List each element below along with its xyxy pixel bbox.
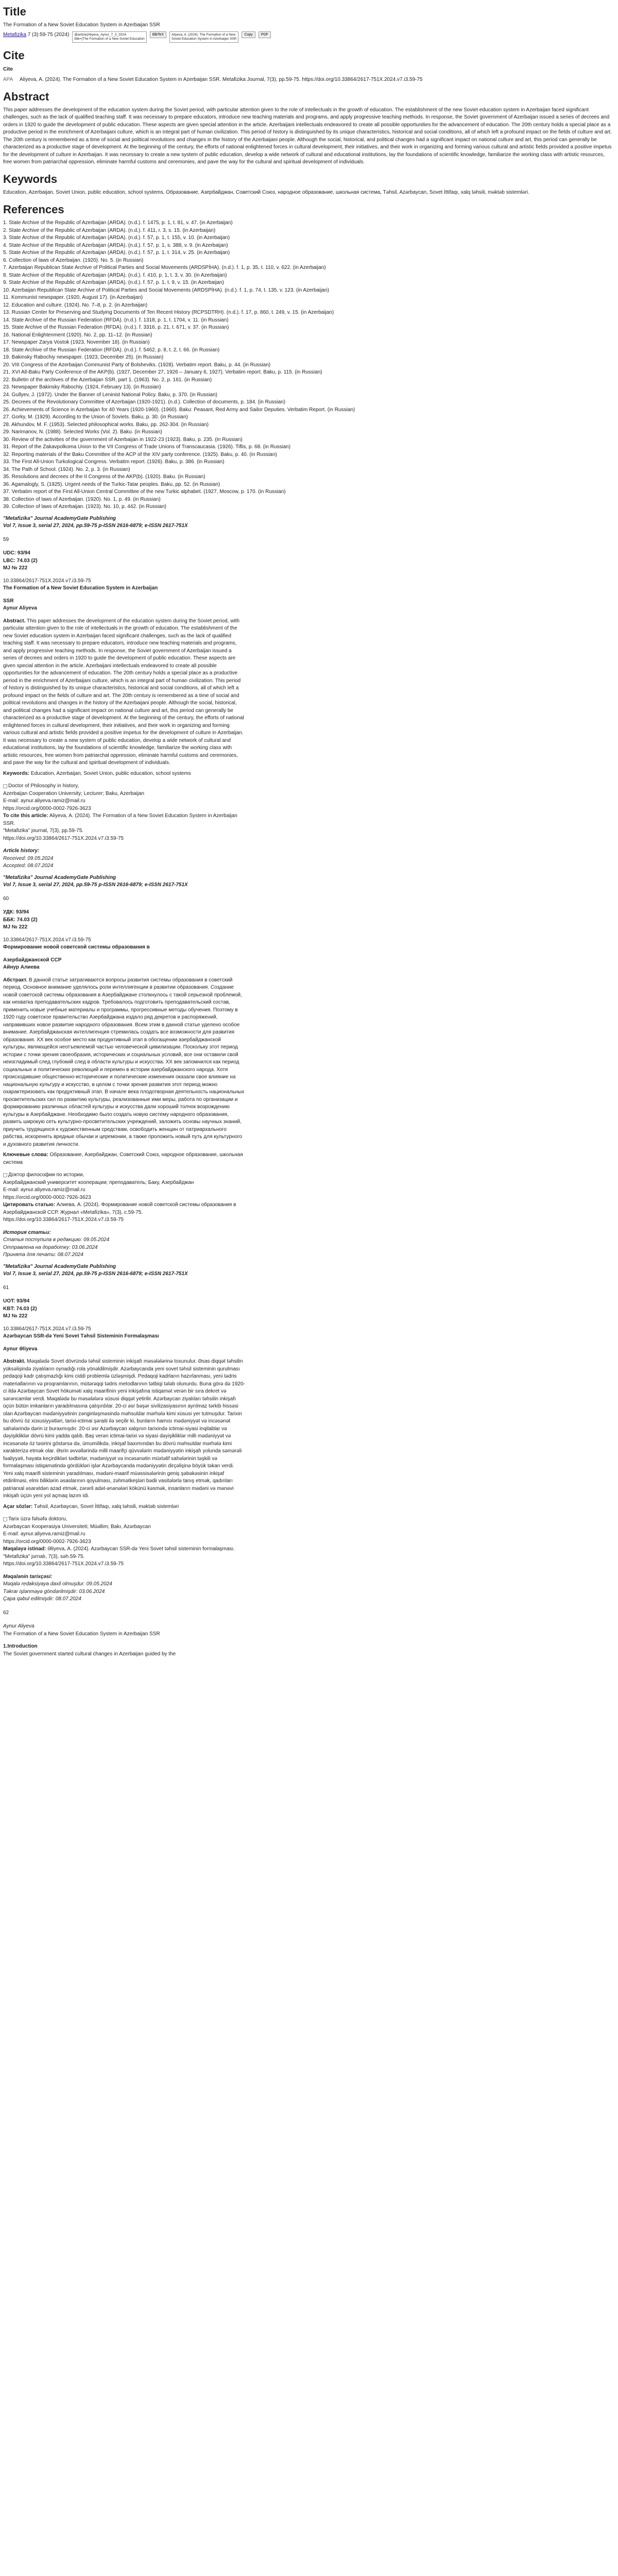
reference-item: 1. State Archive of the Republic of Azerbaijan (ARDA). (n.d.). f. 1475, p. 1, t. 81, v. 47. (in Azerbaijan) [3,220,233,226]
footnote-line: Doctor of Philosophy in history, [8,783,79,789]
keywords-body: Education, Azerbaijan, Soviet Union, public education, school systems [30,770,191,776]
journal-name: "Metafizika" Journal AcademyGate Publishing [3,874,116,880]
article-title: Azərbaycan SSR-də Yeni Sovet Təhsil Sisteminin Formalaşması [3,1333,159,1340]
cite-heading: Cite [3,49,25,62]
reference-item: 20. VIII Congress of the Azerbaijan Communist Party of Bolsheviks. (1928). Verbatim report. Baku, p. 44. (in Russian) [3,362,271,368]
history-line: Received: 09.05.2024 [3,855,54,861]
reference-item: 14. State Archive of the Russian Federation (RFDA). (n.d.). f. 1318, p. 1, t. 1704, v. 11. (in Russian) [3,317,229,323]
doi-text: 10.33864/2617-751X.2024.v7.i3.59-75 [3,1326,91,1332]
journal-name: "Metafizika" Journal AcademyGate Publishing [3,1263,116,1269]
footnote-line: E-mail: aynur.aliyeva.ramiz@mail.ru [3,798,85,804]
history-line: Təkrar işlənməyə göndərilmişdir: 03.06.2024 [3,1588,105,1595]
footnote-icon [3,1173,7,1177]
citation-preview [169,31,238,43]
reference-item: 16. National Enlightenment (1920). No. 2, pp. 11–12. (in Russian) [3,332,152,338]
cite-label: Цитировать статью: [3,1202,56,1208]
article-page-62 [3,1609,245,1658]
reference-item: 17. Newspaper Zarya Vostok (1923, November 18). (in Russian) [3,340,150,346]
author-footnote [3,1172,245,1201]
reference-item: 9. State Archive of the Republic of Azerbaijan (ARDA). (n.d.). f. 57, p. 1, t. 9, v. 15. (in Azerbaijan) [3,280,224,286]
cite-doi[interactable]: https://doi.org/10.33864/2617-751X.2024.v7.i3.59-75 [3,1217,124,1223]
source-rest: 7 (3):59-75 (2024) [26,31,70,38]
citation-entry [3,76,613,84]
journal-volume: Vol 7, Issue 3, serial 27, 2024, pp.59-75 p-ISSN 2616-6879; e-ISSN 2617-751X [3,523,188,529]
reference-item: 34. The Path of School. (1924). No. 2, p. 3. (in Russian) [3,466,130,472]
bibtex-button[interactable]: BibTeX [150,31,166,38]
section-text: The Soviet government started cultural changes in Azerbaijan guided by the [3,1651,176,1657]
keywords-body: Təhsil, Azərbaycan, Sovet İttifaqı, xalq təhsili, məktəb sistemləri [33,1503,179,1510]
mj-code: MJ № 222 [3,1313,28,1319]
bibtex-line: title={The Formation of a New Soviet Education [74,37,145,41]
reference-item: 3. State Archive of the Republic of Azerbaijan (ARDA). (n.d.). f. 57, p. 1, t. 155, v. 10. (in Azerbaijan) [3,235,230,241]
reference-item: 27. Gorky, M. (1929). According to the Union of Soviets. Baku, p. 30. (in Russian) [3,414,188,420]
page-number: 60 [3,895,9,902]
reference-item: 28. Akhundov, M. F. (1953). Selected philosophical works. Baku, pp. 262-304. (in Russian) [3,421,209,428]
pdf-button[interactable]: PDF [259,31,271,38]
journal-volume: Vol 7, Issue 3, serial 27, 2024, pp.59-75 p-ISSN 2616-6879; e-ISSN 2617-751X [3,882,188,888]
page-number: 62 [3,1609,9,1616]
abstract-heading: Abstract [3,90,49,103]
article-page-ru [3,874,245,1259]
abstract-body: В данной статье затрагиваются вопросы развития системы образования в советский период. Основное внимание уделялось роли интеллигенции в развитии образования. Создание новой советской системы образования в Азербайджане столкнулось с такой серьезной проблемой, как нехватка преподавательских кадров. Требовалось подготовить преподавательский состав, применить новые учебные материалы и программы, прогрессивные методы обучения. Поэтому в 1920 году советское правительство Азербайджана издало ряд декретов и распоряжений, направивших новое развитие народного образования. Всем этим в данной статье уделено особое внимание. Азербайджанская интеллигенция стремилась создать все возможности для развития образования. XX век особое место как продуктивный этап в обогащении азербайджанской культуры, являющейся неотъемлемой частью человеческой цивилизации. Поскольку этот период истории с точки зрения своеобразия, исторических и социальных условий, все они оставили свой неизгладимый след глубокий след в области культуры и искусства. XX век запомнился как период социальных и политических революций и перемен в истории азербайджанского народа. Хотя происходившие общественно-исторические и политические изменения оказали свое влияние на национальную культуру и искусство, в целом с точки зрения развития этот период можно охарактеризовать как продуктивный этап. В начале века плодотворная деятельность национальных просветительских сил по развитию культуры, реализованные ими меры, работа по организации и формированию различных областей культуры и искусства дали хороший толчок возрождению культуры в Азербайджане. Необходимо было создать новую систему народного образования, развить широкую сеть культурно-просветительских учреждений, заложить основы научных знаний, приучить трудящихся к художественным средствам, освободить женщин от патриархального рабства, искоренить вредные обычаи и церемонии, а также проложить новый путь для культурного и духовного развития личности. [3,977,245,1147]
reference-item: 23. Newspaper Bakinsky Rabochiy. (1924, February 13). (in Russian) [3,384,161,391]
footnote-line: Tarix üzrə fəlsəfə doktoru, [8,1516,67,1522]
reference-item: 35. Resolutions and decrees of the II Congress of the AKP(b). (1920). Baku. (in Russian) [3,474,205,480]
bibtex-preview [72,31,146,43]
page-title: Title [3,5,26,18]
cite-article [3,1546,245,1561]
cite-text: Aliyeva, A. (2024). The Formation of a New Soviet Education System in Azerbaijan SSR. [3,813,237,826]
article-title: The Formation of a New Soviet Education System in Azerbaijan [3,585,158,591]
author-footnote [3,783,245,812]
reference-item: 21. XVI All-Baku Party Conference of the AKP(b). (1927, December 27, 1926 – January 6, 1927). Verbatim report. Baku, p. 115. (in Russian) [3,369,322,376]
cite-doi[interactable]: https://doi.org/10.33864/2617-751X.2024.v7.i3.59-75 [3,1561,124,1567]
history-line: Accepted: 08.07.2024 [3,863,54,869]
abstract-body: This paper addresses the development of the education system during the Soviet period, with particular attention given to the role of intellectuals in the growth of education. The establishment of the new Soviet education system in Azerbaijan faced significant challenges, such as the lack of qualified teaching staff. It was necessary to prepare educators, introduce new teaching materials and programs, and apply progressive teaching methods. In response, the Soviet government of Azerbaijan issued a series of decrees and orders in 1920 to guide the development of public education. These aspects are given special attention in the article. Azerbaijani intellectuals endeavored to create all possible opportunities for the advancement of education. The 20th century holds a special place as a productive period in the enrichment of Azerbaijani culture, which is an integral part of human civilization. This period of history is distinguished by its unique characteristics, historical and social conditions, all of which left a profound impact on the fields of culture and art. The 20th century is remembered as a time of social and political revolutions and changes in the history of the Azerbaijani people. Although the social, historical, and political changes had a significant impact on national culture and art, this period can generally be characterized as a productive stage of development. At the beginning of the century, the efforts of national enlightened forces in cultural development, their initiatives, and their work in organizing and forming various cultural and artistic fields provided a positive impetus for the development of culture in Azerbaijan. It was necessary to create a new system of public education, develop a wide network of cultural and educational institutions, lay the foundations of scientific knowledge, familiarize the working class with artistic resources, free women from patriarchal oppression, eliminate harmful customs and ceremonies, and pave the way for the cultural and spiritual development of individuals. [3,618,244,766]
reference-item: 29. Narimanov, N. (1988). Selected Works (Vol. 2). Baku. (in Russian) [3,429,162,435]
keywords-body: Образование, Азербайджан, Советский Союз, народное образование, школьная система [3,1152,243,1165]
reference-item: 5. State Archive of the Republic of Azerbaijan (ARDA). (n.d.). f. 57, p. 1, t. 314, v. 25. (in Azerbaijan) [3,250,230,256]
footnote-icon [3,1517,7,1521]
section-heading: 1.Introduction [3,1643,38,1650]
article-abstract [3,618,245,767]
reference-item: 12. Education and culture. (1924). No. 7–8, p. 2. (in Azerbaijan) [3,302,148,308]
abstract-label: Abstrakt. [3,1359,26,1365]
footnote-line: https://orcid.org/0000-0002-7926-3623 [3,1538,91,1545]
reference-item: 36. Agamalogly, S. (1925). Urgent needs of the Turkic-Tatar peoples. Baku, pp. 52. (in Russian) [3,481,220,487]
reference-item: 7. Azerbaijan Republican State Archive of Political Parties and Social Movements (ARDSPİHA). (n.d.). f. 1, p. 35, t. 110, v. 622. (in Azerbaijan) [3,265,326,271]
udc-code: UOT: 93/94 [3,1298,30,1304]
reference-item: 24. Gullyev, J. (1972). Under the Banner of Leninist National Policy. Baku, p. 370. (in Russian) [3,392,217,398]
citation-text[interactable]: Aliyeva, A. (2024). The Formation of a New Soviet Education System in Azerbaijan SSR. Metafizika Journal, 7(3), pp.59-75. https://doi.org/10.33864/2617-751X.2024.v7.i3.59-75 [20,77,423,83]
udc-code: УДК: 93/94 [3,909,29,916]
reference-item: 2. State Archive of the Republic of Azerbaijan (ARDA). (n.d.). f. 411, r. 3, s. 15. (in Azerbaijan) [3,227,216,233]
cite-text: Əliyeva, A. (2024). Azərbaycan SSR-də Yeni Sovet təhsil sisteminin formalaşması. "Metafizika" jurnalı, 7(3), səh.59-75. [3,1546,235,1560]
reference-item: 8. State Archive of the Republic of Azerbaijan (ARDA). (n.d.). f. 410, p. 1, t. 3, v. 30. (in Azerbaijan) [3,272,227,278]
doi-text: 10.33864/2617-751X.2024.v7.i3.59-75 [3,937,91,943]
keywords-text: Education, Azerbaijan, Soviet Union, public education, school systems, Образование, Азербайджан, Советский Союз, народное образование, школьная система, Təhsil, Azərbaycan, Sovet İttifaqı, xalq təhsili, məktəb sistemləri. [3,190,529,196]
keywords-heading: Keywords [3,172,58,185]
reference-item: 13. Russian Center for Preserving and Studying Documents of Ten Recent History (RCPSDTRH). (n.d.). f. 17, p. 860, t. 249, v. 15. (in Azerbaijan) [3,310,334,316]
footnote-line: https://orcid.org/0000-0002-7926-3623 [3,1194,91,1200]
article-author: Aynur Aliyeva [3,605,37,612]
abstract-body: Məqalədə Sovet dövründə təhsil sisteminin inkişafı məsələlərinə toxunulur. Əsas diqqət təhsilin yüksəlişində ziyalıların oynadığı rola yönəldilmişdir. Azərbaycanda yeni sovet təhsil sisteminin qurulması pedaqoji kadr çatışmazlığı kimi ciddi problemlə üzləşmişdi. Pedaqoji kadrların hazırlanması, yeni tədris materiallarının və proqramlarının, mütərəqqi tədris metodlarının tətbiqi tələb olunurdu. Buna görə də 1920-ci ildə Azərbaycan Sovet hökuməti xalq maarifinin yeni inkişafına istiqamət verən bir sıra dekret və sərəncamlar verdi. Məqalədə bu məsələlərə xüsusi diqqət yetirilir. Azərbaycan ziyalıları təhsilin inkişafı üçün bütün imkanların yaradılmasına çalışırdılar. 20-ci əsr bəşər sivilizasiyasının ayrılmaz tərkib hissəsi olan Azərbaycan mədəniyyətinin zənginləşməsində məhsuldar mərhələ kimi xüsusi yer tutmuşdur. Tarixin bu dövrü öz xüsusiyyətləri, tarixi-ictimai şəraiti ilə seçilir ki, bunların hamısı mədəniyyət və incəsənət sahələrində dərin iz buraxmışdır. 20-ci əsr Azərbaycan xalqının tarixində ictimai-siyasi inqilablar və dəyişikliklər dövrü kimi yadda qalıb. Baş verən ictimai-tarixi və siyasi dəyişikliklər milli mədəniyyət və incəsənətə öz təsirini göstərsə də, ümumilikdə, inkişaf baxımından bu dövrü məhsuldar mərhələ kimi xarakterizə etmək olar. Əsrin əvvəllərində milli maarifçi qüvvələrin mədəniyyətin inkişafı yolunda səmərəli fəaliyyəti, həyata keçirdikləri tədbirlər, mədəniyyət və incəsənətin müxtəlif sahələrinin təşkili və formalaşması istiqamətində gördükləri işlər Azərbaycanda mədəniyyətin dirçəlişinə böyük təkan verdi. Yeni xalq maarifi sisteminin yaradılması, mədəni-maarif müəssisələrinin geniş şəbəkəsinin inkişaf etdirilməsi, elmi biliklərin əsaslarının qoyulması, zəhmətkeşləri bədii vasitələrlə tanış etmək, qadınları patriarxal əsarətdən azad etmək, zərərli adət-ənənələri kökünü kəsmək, insanların mədəni və mənəvi inkişafı üçün yeni yol açmaq lazım idi. [3,1359,245,1499]
cite-article [3,1201,245,1216]
references-heading: References [3,202,64,216]
reference-item: 30. Review of the activities of the government of Azerbaijan in 1922-23 (1923). Baku, p. 235. (in Russian) [3,436,243,443]
footnote-line: Доктор философии по истории, [8,1172,84,1178]
article-abstract [3,977,245,1149]
article-author: Айнур Алиева [3,964,40,971]
cite-doi[interactable]: https://doi.org/10.33864/2617-751X.2024.v7.i3.59-75 [3,835,124,841]
lbc-code: KBT: 74.03 (2) [3,1306,37,1312]
article-title-cont: SSR [3,598,14,604]
page-subtitle: The Formation of a New Soviet Education System in Azerbaijan SSR [3,22,160,28]
article-author: Aynur Əliyeva [3,1346,38,1352]
journal-volume: Vol 7, Issue 3, serial 27, 2024, pp.59-75 p-ISSN 2616-6879; e-ISSN 2617-751X [3,1271,188,1277]
history-label: Article history: [3,848,40,854]
references-list [3,219,613,511]
footnote-line: E-mail: aynur.aliyeva.ramiz@mail.ru [3,1187,85,1193]
article-keywords [3,770,245,778]
bibtex-line: @article{Aliyeva_Aynur_7_3_2024, [74,32,127,37]
history-line: Məqalə redaksiyaya daxil olmuşdur: 09.05.2024 [3,1581,112,1587]
reference-item: 10. Azerbaijan Republican State Archive of Political Parties and Social Movements (ARDSPİHA). (n.d.). f. 1, p. 74, t. 135, v. 123. (in Azerbaijan) [3,287,329,293]
cite-text: Алиева, А. (2024). Формирование новой советской системы образования в Азербайджанской ССР. Журнал «Metafizika», 7(3), с.59-75. [3,1202,236,1215]
footnote-line: Azerbaijan Cooperation University; Lecturer; Baku, Azerbaijan [3,790,145,796]
lbc-code: ББК: 74.03 (2) [3,917,38,923]
reference-item: 33. The First All-Union Turkological Congress. Verbatim report. (1926). Baku, p. 386. (in Russian) [3,459,225,465]
reference-item: 32. Reporting materials of the Baku Committee of the ACP of the XIV party conference. (1925). Baku, p. 40. (in Russian) [3,451,277,457]
citation-line: Soviet Education System in Azerbaijan SSR [171,37,237,41]
author-footnote [3,1516,245,1546]
reference-item: 25. Decrees of the Revolutionary Committee of Azerbaijan (1920-1921). (n.d.). Collection of documents, p. 184. (in Russian) [3,399,286,405]
keywords-label: Keywords: [3,770,30,776]
keywords-label: Açar sözlər: [3,1503,33,1510]
article-abstract [3,1358,245,1500]
history-line: Принята для печати: 08.07.2024 [3,1252,83,1258]
footnote-line: https://orcid.org/0000-0002-7926-3623 [3,805,91,811]
journal-name: "Metafizika" Journal AcademyGate Publishing [3,515,116,521]
copy-button[interactable]: Copy [242,31,255,38]
article-page-en [3,515,245,870]
reference-item: 37. Verbatim report of the First All-Union Central Committee of the new Turkic alphabet. (1927, Moscow, p. 170. (in Russian) [3,489,286,495]
citation-line: Aliyeva, A. (2024). The Formation of a New [171,32,236,37]
reference-item: 4. State Archive of the Republic of Azerbaijan (ARDA). (n.d.). f. 57, p. 1, s. 388, v. 9. (in Azerbaijan) [3,242,228,248]
article-keywords [3,1503,245,1511]
keywords-label: Ключевые слова: [3,1152,48,1158]
mj-code: MJ № 222 [3,924,28,930]
footnote-icon [3,784,7,788]
reference-item: 38. Collection of laws of Azerbaijan. (1920). No. 1, p. 49. (in Russian) [3,496,161,502]
cite-article [3,812,245,827]
running-author: Aynur Aliyeva [3,1623,35,1630]
reference-item: 19. Bakinsky Rabochiy newspaper. (1923, December 25). (in Russian) [3,354,164,361]
history-line: Отправлена на доработку: 03.06.2024 [3,1244,98,1250]
abstract-label: Абстракт. [3,977,28,983]
cite-subheading: Cite [3,66,13,72]
history-line: Статья поступила в редакцию: 09.05.2024 [3,1237,110,1243]
page-number: 59 [3,536,9,543]
source-info [3,31,69,39]
footnote-line: Азербайджанский университет кооперации; преподаватель; Баку, Азербайджан [3,1179,194,1185]
reference-item: 22. Bulletin of the archives of the Azerbaijan SSR, part 1. (1963). No. 2, p. 161. (in Russian) [3,377,212,383]
reference-item: 15. State Archive of the Russian Federation (RFDA). (n.d.). f. 3316, p. 21, t. 671, v. 37. (in Russian) [3,325,229,331]
page-number: 61 [3,1284,9,1291]
abstract-text: This paper addresses the development of the education system during the Soviet period, with particular attention given to the role of intellectuals in the growth of education. The establishment of the new Soviet education system in Azerbaijan faced significant challenges, such as the lack of qualified teaching staff. It was necessary to prepare educators, introduce new teaching materials and programs, and apply progressive teaching methods. In response, the Soviet government of Azerbaijan issued a series of decrees and orders in 1920 to guide the development of public education. These aspects are given special attention in the article. Azerbaijani intellectuals endeavored to create all possible opportunities for the advancement of education. The 20th century holds a special place as a productive period in the enrichment of Azerbaijani culture, which is an integral part of human civilization. This period of history is distinguished by its unique characteristics, historical and social conditions, all of which left a profound impact on the fields of culture and art. The 20th century is remembered as a time of social and political revolutions and changes in the history of the Azerbaijani people. Although the social, historical, and political changes had a significant impact on national culture and art, this period can generally be characterized as a productive stage of development. At the beginning of the century, the efforts of national enlightened forces in cultural development, their initiatives, and their work in organizing and forming various cultural and artistic fields provided a positive impetus for the development of culture in Azerbaijan. It was necessary to create a new system of public education, develop a wide network of cultural and educational institutions, lay the foundations of scientific knowledge, familiarize the working class with artistic resources, free women from patriarchal oppression, eliminate harmful customs and ceremonies, and pave the way for the cultural and spiritual development of individuals. [3,107,612,165]
footnote-line: E-mail: aynur.aliyeva.ramiz@mail.ru [3,1531,85,1537]
article-page-az [3,1263,245,1603]
article-keywords [3,1151,245,1166]
cite-journal: "Metafizika" journal, 7(3), pp.59-75. [3,828,84,834]
meta-row [3,31,613,43]
mj-code: MJ № 222 [3,565,28,571]
history-line: Çapa qəbul edilmişdir: 08.07.2024 [3,1596,81,1602]
history-label: Məqalənin tarixçəsi: [3,1573,53,1580]
footnote-line: Azərbaycan Kooperasiya Universiteti; Müəllim; Bakı, Azərbaycan [3,1523,151,1530]
cite-label: Məqaləyə istinad: [3,1546,46,1552]
reference-item: 26. Achievements of Science in Azerbaijan for 40 Years (1920-1960). (1960). Baku: Peasant, Red Army and Sailor Deputies. Verbatim Report. (in Russian) [3,406,355,413]
lbc-code: LBC: 74.03 (2) [3,557,38,564]
reference-item: 11. Kommunist newspaper. (1920, August 17). (in Azerbaijan) [3,295,143,301]
article-region: Азербайджанской ССР [3,957,62,963]
citation-style: APA [3,77,13,83]
article-title: Формирование новой советской системы образования в [3,944,150,951]
history-label: История статьи: [3,1229,51,1235]
reference-item: 18. State Archive of the Russian Federation (RFDA). (n.d.). f. 5462, p. 8, t. 2, t. 66. (in Russian) [3,347,220,353]
abstract-label: Abstract. [3,618,26,624]
reference-item: 6. Collection of laws of Azerbaijan. (1920). No. 5. (in Russian) [3,257,144,263]
running-title: The Formation of a New Soviet Education System in Azerbaijan SSR [3,1631,160,1637]
reference-item: 39. Collection of laws of Azerbaijan. (1923). No. 10, p. 442. (in Russian) [3,504,166,510]
reference-item: 31. Report of the Zakavpolkoma Union to the VII Congress of Trade Unions of Transcaucasia. (1926). Tiflis, p. 68. (in Russian) [3,444,291,450]
doi-text: 10.33864/2617-751X.2024.v7.i3.59-75 [3,578,91,584]
cite-label: To cite this article: [3,813,48,819]
source-link[interactable]: Metafizika [3,31,27,38]
udc-code: UDC: 93/94 [3,550,30,556]
